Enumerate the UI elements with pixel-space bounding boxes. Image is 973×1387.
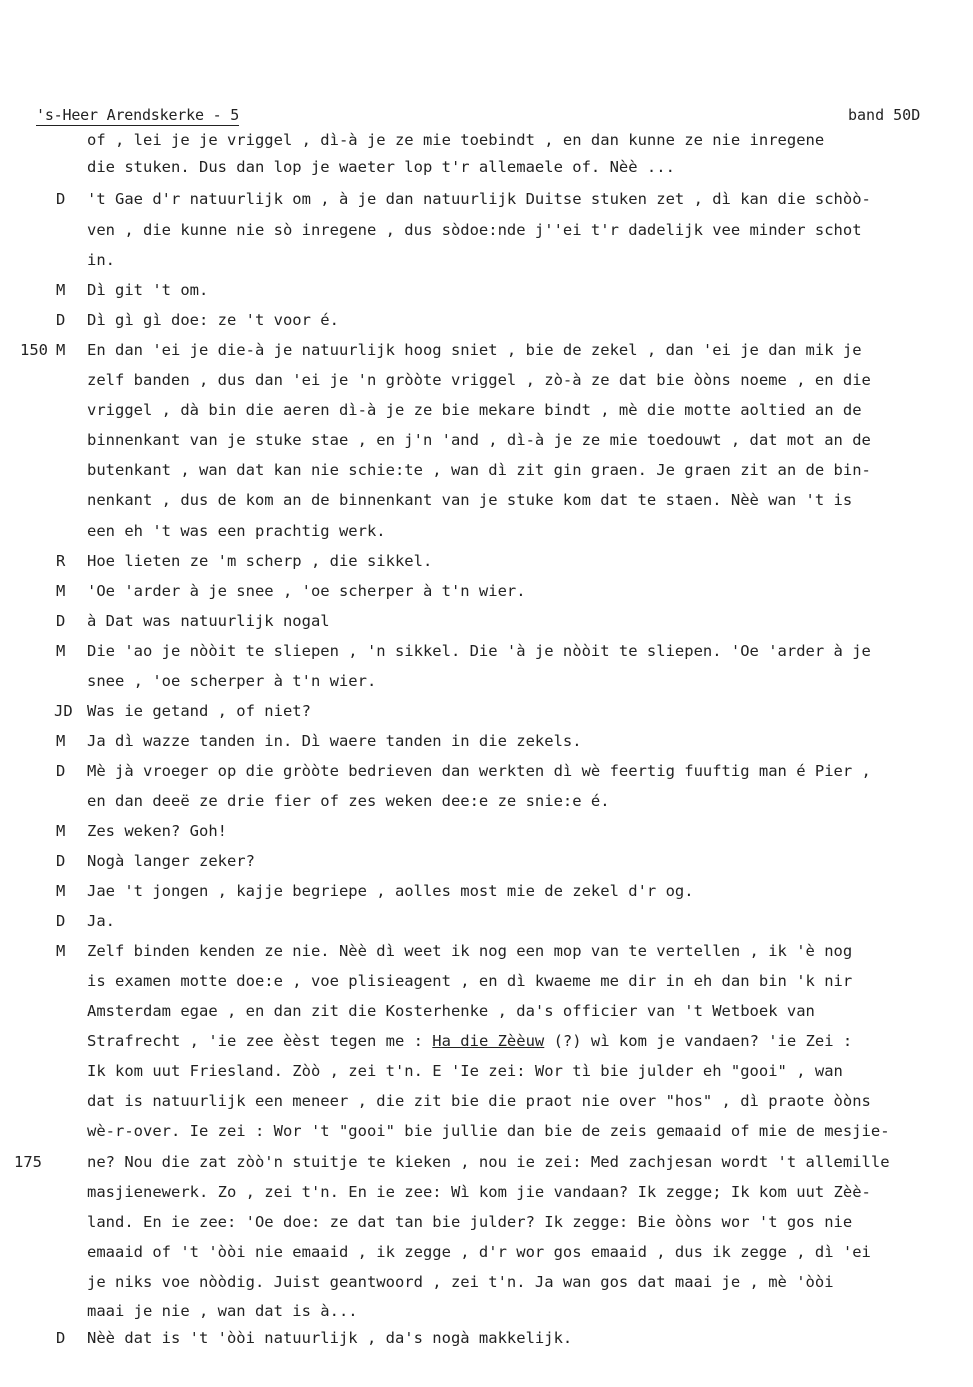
line-text: Ja dì wazze tanden in. Dì waere tanden in die zekels. bbox=[87, 732, 582, 750]
speaker-label: D bbox=[56, 311, 66, 329]
transcript-line bbox=[0, 1029, 973, 1053]
line-text: die stuken. Dus dan lop je waeter lop t'r allemaele of. Nèè ... bbox=[87, 158, 675, 176]
line-text: wè-r-over. Ie zei : Wor 't "gooi" bie jullie dan bie de zeis gemaaid of mie de mesjie- bbox=[87, 1122, 890, 1140]
line-text: zelf banden , dus dan 'ei je 'n gròòte vriggel , zò-à ze dat bie òòns noeme , en die bbox=[87, 371, 871, 389]
transcript-line bbox=[0, 155, 973, 179]
transcript-line bbox=[0, 669, 973, 693]
line-text: butenkant , wan dat kan nie schie:te , wan dì zit gin graen. Je graen zit an de bin- bbox=[87, 461, 871, 479]
transcript-line bbox=[0, 1299, 973, 1323]
line-number: 150 bbox=[20, 341, 48, 359]
line-text: vriggel , dà bin die aeren dì-à je ze bie mekare bindt , mè die motte aoltied an de bbox=[87, 401, 862, 419]
line-text: je niks voe nòòdig. Juist geantwoord , zei t'n. Ja wan gos dat maai je , mè 'òòi bbox=[87, 1273, 834, 1291]
speaker-label: D bbox=[56, 190, 66, 208]
transcript-line bbox=[0, 819, 973, 843]
line-text: Jae 't jongen , kajje begriepe , aolles most mie de zekel d'r og. bbox=[87, 882, 694, 900]
line-text: binnenkant van je stuke stae , en j'n 'and , dì-à je ze mie toedouwt , dat mot an de bbox=[87, 431, 871, 449]
line-text: of , lei je je vriggel , dì-à je ze mie toebindt , en dan kunne ze nie inregene bbox=[87, 131, 825, 149]
transcript-line bbox=[0, 519, 973, 543]
line-text: à Dat was natuurlijk nogal bbox=[87, 612, 330, 630]
line-text: emaaid of 't 'òòi nie emaaid , ik zegge , d'r wor gos emaaid , dus ik zegge , dì 'ei bbox=[87, 1243, 871, 1261]
transcript-line bbox=[0, 1326, 973, 1350]
line-text: En dan 'ei je die-à je natuurlijk hoog sniet , bie de zekel , dan 'ei je dan mik je bbox=[87, 341, 862, 359]
transcript-line bbox=[0, 849, 973, 873]
speaker-label: D bbox=[56, 852, 66, 870]
speaker-label: M bbox=[56, 341, 66, 359]
speaker-label: M bbox=[56, 942, 66, 960]
transcript-line bbox=[0, 969, 973, 993]
transcript-line bbox=[0, 789, 973, 813]
transcript-line bbox=[0, 759, 973, 783]
speaker-label: D bbox=[56, 762, 66, 780]
line-text: nenkant , dus de kom an de binnenkant van je stuke kom dat te staen. Nèè wan 't is bbox=[87, 491, 853, 509]
transcript-line bbox=[0, 1210, 973, 1234]
transcript-line bbox=[0, 338, 973, 362]
transcript-line bbox=[0, 187, 973, 211]
transcript-line bbox=[0, 579, 973, 603]
line-text: Hoe lieten ze 'm scherp , die sikkel. bbox=[87, 552, 433, 570]
line-text: Dì gì gì doe: ze 't voor é. bbox=[87, 311, 339, 329]
line-text: in. bbox=[87, 251, 115, 269]
transcript-line bbox=[0, 909, 973, 933]
transcript-line bbox=[0, 699, 973, 723]
transcript-line bbox=[0, 879, 973, 903]
transcript-line bbox=[0, 639, 973, 663]
tape-label: band 50D bbox=[848, 106, 921, 124]
transcript-line bbox=[0, 308, 973, 332]
transcript-line bbox=[0, 428, 973, 452]
transcript-line bbox=[0, 128, 973, 152]
speaker-label: JD bbox=[54, 702, 73, 720]
speaker-label: D bbox=[56, 1329, 66, 1347]
line-text: en dan deeë ze drie fier of zes weken dee:e ze snie:e é. bbox=[87, 792, 610, 810]
transcript-line bbox=[0, 488, 973, 512]
transcript-line bbox=[0, 1180, 973, 1204]
transcript-line bbox=[0, 549, 973, 573]
speaker-label: M bbox=[56, 582, 66, 600]
speaker-label: M bbox=[56, 642, 66, 660]
line-text: ne? Nou die zat zòò'n stuitje te kieken , nou ie zei: Med zachjesan wordt 't allemille bbox=[87, 1153, 890, 1171]
line-text: Die 'ao je nòòit te sliepen , 'n sikkel. Die 'à je nòòit te sliepen. 'Oe 'arder à je bbox=[87, 642, 871, 660]
speaker-label: M bbox=[56, 822, 66, 840]
transcript-line bbox=[0, 1089, 973, 1113]
transcript-line bbox=[0, 1240, 973, 1264]
line-text: Nogà langer zeker? bbox=[87, 852, 255, 870]
document-title: 's-Heer Arendskerke - 5 bbox=[36, 106, 240, 124]
line-number: 175 bbox=[14, 1153, 42, 1171]
speaker-label: M bbox=[56, 281, 66, 299]
line-text: is examen motte doe:e , voe plisieagent , en dì kwaeme me dir in eh dan bin 'k nir bbox=[87, 972, 853, 990]
speaker-label: D bbox=[56, 612, 66, 630]
line-text: 'Oe 'arder à je snee , 'oe scherper à t'n wier. bbox=[87, 582, 526, 600]
transcript-line bbox=[0, 278, 973, 302]
line-text: masjienewerk. Zo , zei t'n. En ie zee: Wì kom jie vandaan? Ik zegge; Ik kom uut Zèè- bbox=[87, 1183, 871, 1201]
line-text: een eh 't was een prachtig werk. bbox=[87, 522, 386, 540]
transcript-line bbox=[0, 1119, 973, 1143]
line-text: Strafrecht , 'ie zee èèst tegen me : Ha die Zèèuw (?) wì kom je vandaen? 'ie Zei : bbox=[87, 1032, 853, 1050]
line-text: ven , die kunne nie sò inregene , dus sòdoe:nde j''ei t'r dadelijk vee minder schot bbox=[87, 221, 862, 239]
speaker-label: M bbox=[56, 882, 66, 900]
line-text: Dì git 't om. bbox=[87, 281, 209, 299]
line-text: maai je nie , wan dat is à... bbox=[87, 1302, 358, 1320]
transcript-line bbox=[0, 939, 973, 963]
line-text: Zelf binden kenden ze nie. Nèè dì weet ik nog een mop van te vertellen , ik 'è nog bbox=[87, 942, 853, 960]
line-text: dat is natuurlijk een meneer , die zit bie die praot nie over "hos" , dì praote òòns bbox=[87, 1092, 871, 1110]
line-text: Ja. bbox=[87, 912, 115, 930]
transcript-line bbox=[0, 398, 973, 422]
line-text: snee , 'oe scherper à t'n wier. bbox=[87, 672, 377, 690]
line-text: Nèè dat is 't 'òòi natuurlijk , da's nogà makkelijk. bbox=[87, 1329, 573, 1347]
line-text: 't Gae d'r natuurlijk om , à je dan natuurlijk Duitse stuken zet , dì kan die schòò- bbox=[87, 190, 871, 208]
transcript-line bbox=[0, 248, 973, 272]
line-text: Was ie getand , of niet? bbox=[87, 702, 311, 720]
line-text: Zes weken? Goh! bbox=[87, 822, 227, 840]
line-text: land. En ie zee: 'Oe doe: ze dat tan bie julder? Ik zegge: Bie òòns wor 't gos nie bbox=[87, 1213, 853, 1231]
transcript-line bbox=[0, 368, 973, 392]
transcript-line bbox=[0, 609, 973, 633]
speaker-label: M bbox=[56, 732, 66, 750]
transcript-line bbox=[0, 218, 973, 242]
speaker-label: D bbox=[56, 912, 66, 930]
speaker-label: R bbox=[56, 552, 66, 570]
transcript-line bbox=[0, 1150, 973, 1174]
transcript-line bbox=[0, 729, 973, 753]
transcript-line bbox=[0, 458, 973, 482]
line-text: Ik kom uut Friesland. Zòò , zei t'n. E 'Ie zei: Wor tì bie julder eh "gooi" , wan bbox=[87, 1062, 843, 1080]
underlined-phrase: Ha die Zèèuw bbox=[432, 1032, 545, 1050]
transcript-line bbox=[0, 999, 973, 1023]
line-text: Mè jà vroeger op die gròòte bedrieven dan werkten dì wè feertig fuuftig man é Pier , bbox=[87, 762, 871, 780]
line-text: Amsterdam egae , en dan zit die Kosterhenke , da's officier van 't Wetboek van bbox=[87, 1002, 815, 1020]
transcript-line bbox=[0, 1270, 973, 1294]
transcript-line bbox=[0, 1059, 973, 1083]
